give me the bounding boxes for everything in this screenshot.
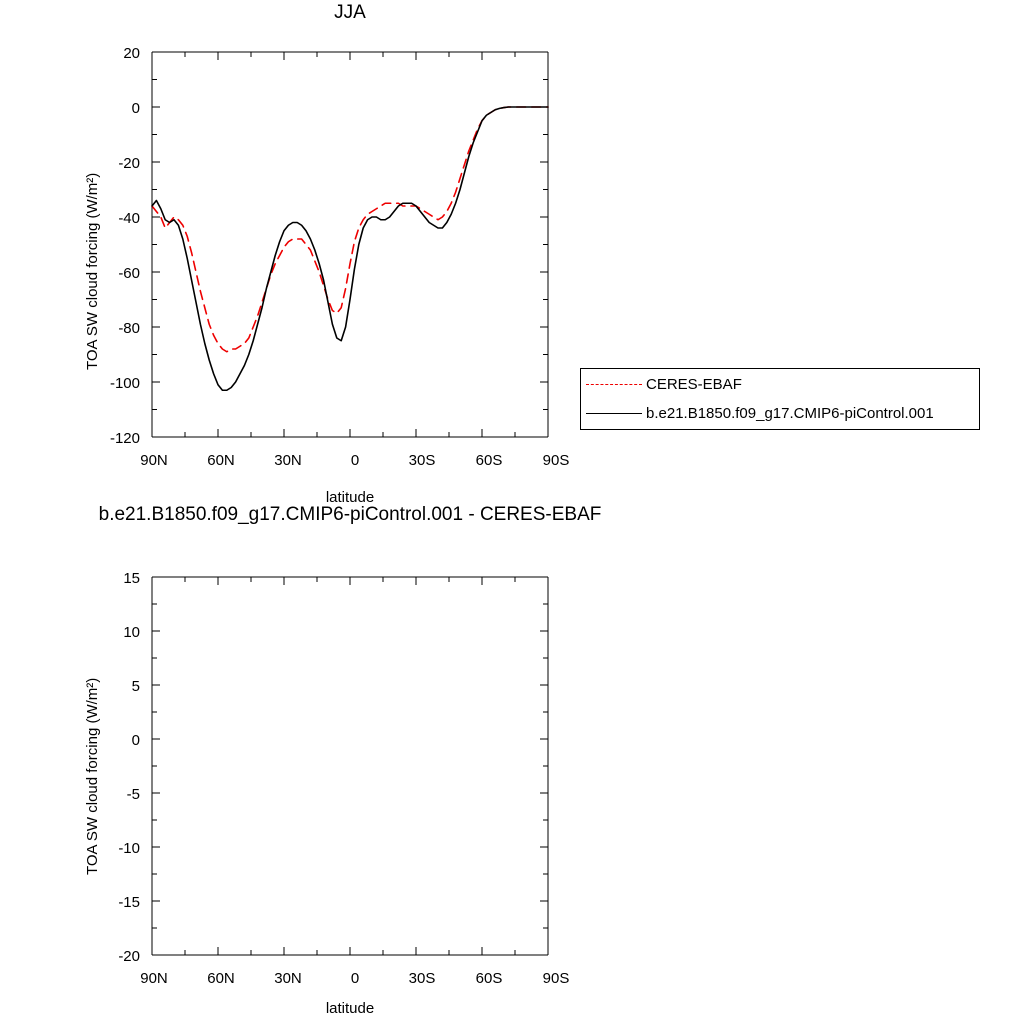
legend-label: CERES-EBAF — [646, 376, 742, 393]
y-tick-label: -60 — [118, 265, 140, 282]
y-axis-label-top: TOA SW cloud forcing (W/m²) — [84, 172, 101, 370]
y-tick-label: 0 — [131, 732, 140, 749]
y-tick-label: -20 — [118, 948, 140, 965]
x-tick-label: 30N — [274, 970, 302, 987]
y-tick-label: -10 — [118, 840, 140, 857]
legend-label: b.e21.B1850.f09_g17.CMIP6-piControl.001 — [646, 405, 934, 422]
x-tick-label: 0 — [350, 970, 360, 987]
panel-title-top: JJA — [334, 2, 366, 23]
x-tick-label: 90N — [140, 452, 168, 469]
panel-difference — [0, 500, 1024, 1024]
x-tick-label: 60N — [207, 970, 235, 987]
y-axis-label-bottom: TOA SW cloud forcing (W/m²) — [84, 677, 101, 875]
x-tick-label: 30S — [408, 970, 436, 987]
x-tick-label: 90N — [140, 970, 168, 987]
panel-title-bottom: b.e21.B1850.f09_g17.CMIP6-piControl.001 - CERES-EBAF — [98, 504, 602, 525]
x-tick-label: 30S — [408, 452, 436, 469]
x-tick-label: 30N — [274, 452, 302, 469]
x-tick-label: 60S — [475, 970, 503, 987]
y-tick-label: -120 — [109, 430, 140, 447]
x-tick-label: 0 — [350, 452, 360, 469]
y-tick-label: -40 — [118, 210, 140, 227]
x-tick-label: 60S — [475, 452, 503, 469]
y-tick-label: 0 — [131, 100, 140, 117]
x-axis-label-top: latitude — [325, 489, 375, 506]
y-tick-label: 15 — [123, 570, 140, 587]
y-tick-label: -5 — [126, 786, 140, 803]
y-tick-label: -80 — [118, 320, 140, 337]
y-tick-label: 10 — [123, 624, 140, 641]
x-tick-label: 90S — [542, 452, 570, 469]
plot-area-bottom — [0, 500, 1024, 1024]
y-tick-label: -100 — [109, 375, 140, 392]
legend-entry-ceres — [586, 376, 742, 393]
x-tick-label: 60N — [207, 452, 235, 469]
y-tick-label: 20 — [123, 45, 140, 62]
x-tick-label: 90S — [542, 970, 570, 987]
y-tick-label: -15 — [118, 894, 140, 911]
legend-entry-model — [586, 405, 934, 422]
x-axis-label-bottom: latitude — [325, 1000, 375, 1017]
y-tick-label: -20 — [118, 155, 140, 172]
y-tick-label: 5 — [131, 678, 140, 695]
